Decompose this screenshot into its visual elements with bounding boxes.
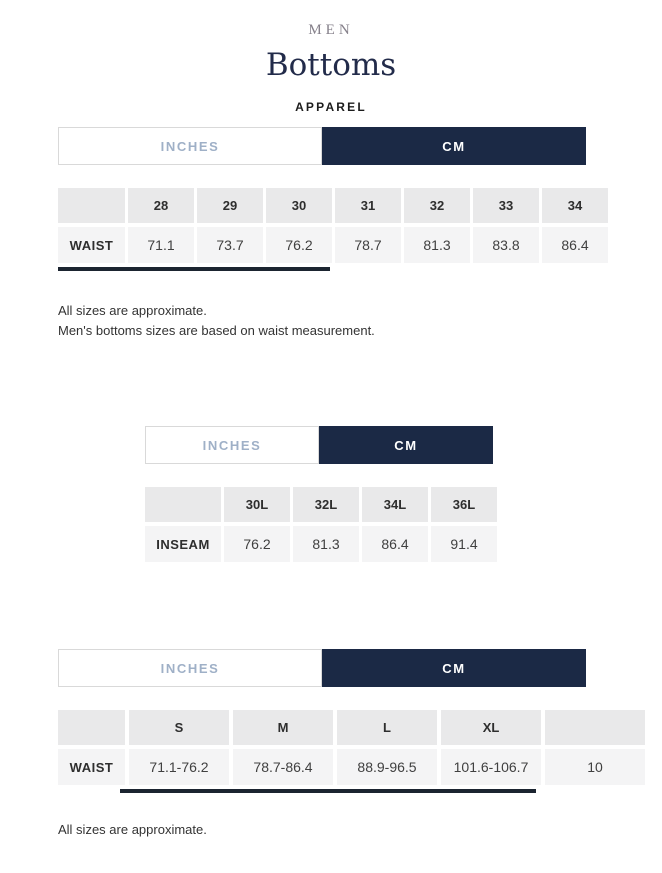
units-toggle-3 bbox=[58, 649, 586, 687]
size-header-cell: 30L bbox=[224, 487, 290, 522]
size-table-waist-numeric bbox=[58, 188, 589, 263]
value-cell: 10 bbox=[545, 749, 645, 785]
h-scrollbar-track-1 bbox=[58, 267, 586, 271]
table-data-row bbox=[145, 526, 497, 562]
h-scrollbar-track-3 bbox=[58, 789, 586, 793]
corner-cell bbox=[58, 188, 125, 223]
size-header-cell: 32L bbox=[293, 487, 359, 522]
tab-cm-3[interactable]: CM bbox=[322, 649, 586, 687]
table-data-row bbox=[58, 749, 603, 785]
value-cell: 71.1 bbox=[128, 227, 194, 263]
tab-cm-1[interactable]: CM bbox=[322, 127, 586, 165]
size-header-cell: 28 bbox=[128, 188, 194, 223]
size-table-waist-alpha bbox=[58, 710, 603, 785]
h-scrollbar-thumb-1[interactable] bbox=[58, 267, 330, 271]
size-header-cell: 33 bbox=[473, 188, 539, 223]
note-text: Men's bottoms sizes are based on waist measurement. bbox=[58, 323, 375, 338]
size-header-cell: 29 bbox=[197, 188, 263, 223]
size-header-cell: 34L bbox=[362, 487, 428, 522]
value-cell: 86.4 bbox=[362, 526, 428, 562]
value-cell: 88.9-96.5 bbox=[337, 749, 437, 785]
eyebrow-men: MEN bbox=[308, 22, 354, 38]
size-header-cell: XL bbox=[441, 710, 541, 745]
units-toggle-1 bbox=[58, 127, 586, 165]
value-cell: 86.4 bbox=[542, 227, 608, 263]
tab-inches-2[interactable]: INCHES bbox=[145, 426, 319, 464]
value-cell: 91.4 bbox=[431, 526, 497, 562]
size-header-cell: 34 bbox=[542, 188, 608, 223]
row-label-cell: INSEAM bbox=[145, 526, 221, 562]
tab-inches-3[interactable]: INCHES bbox=[58, 649, 322, 687]
corner-cell bbox=[58, 710, 125, 745]
value-cell: 81.3 bbox=[404, 227, 470, 263]
note-text: All sizes are approximate. bbox=[58, 303, 207, 318]
size-header-cell: 36L bbox=[431, 487, 497, 522]
value-cell: 76.2 bbox=[224, 526, 290, 562]
value-cell: 81.3 bbox=[293, 526, 359, 562]
row-label-cell: WAIST bbox=[58, 749, 125, 785]
table-header-row bbox=[58, 188, 586, 223]
table-header-row bbox=[145, 487, 497, 522]
tab-cm-2[interactable]: CM bbox=[319, 426, 493, 464]
size-table-inseam bbox=[145, 487, 497, 562]
h-scrollbar-thumb-3[interactable] bbox=[120, 789, 536, 793]
value-cell: 71.1-76.2 bbox=[129, 749, 229, 785]
value-cell: 76.2 bbox=[266, 227, 332, 263]
table-notes-1 bbox=[58, 301, 662, 341]
size-header-cell: 31 bbox=[335, 188, 401, 223]
tab-inches-1[interactable]: INCHES bbox=[58, 127, 322, 165]
table-data-row bbox=[58, 227, 589, 263]
value-cell: 101.6-106.7 bbox=[441, 749, 541, 785]
size-header-cell: M bbox=[233, 710, 333, 745]
size-header-cell: 32 bbox=[404, 188, 470, 223]
size-header-cell: 30 bbox=[266, 188, 332, 223]
corner-cell bbox=[145, 487, 221, 522]
value-cell: 83.8 bbox=[473, 227, 539, 263]
row-label-cell: WAIST bbox=[58, 227, 125, 263]
units-toggle-2 bbox=[145, 426, 493, 464]
value-cell: 78.7-86.4 bbox=[233, 749, 333, 785]
table-notes-3 bbox=[58, 820, 662, 840]
value-cell: 78.7 bbox=[335, 227, 401, 263]
category-label: APPAREL bbox=[295, 100, 367, 114]
size-header-cell: L bbox=[337, 710, 437, 745]
size-header-cell: S bbox=[129, 710, 229, 745]
note-text: All sizes are approximate. bbox=[58, 822, 207, 837]
size-header-cell bbox=[545, 710, 645, 745]
page-title: Bottoms bbox=[265, 47, 397, 83]
table-header-row bbox=[58, 710, 586, 745]
value-cell: 73.7 bbox=[197, 227, 263, 263]
